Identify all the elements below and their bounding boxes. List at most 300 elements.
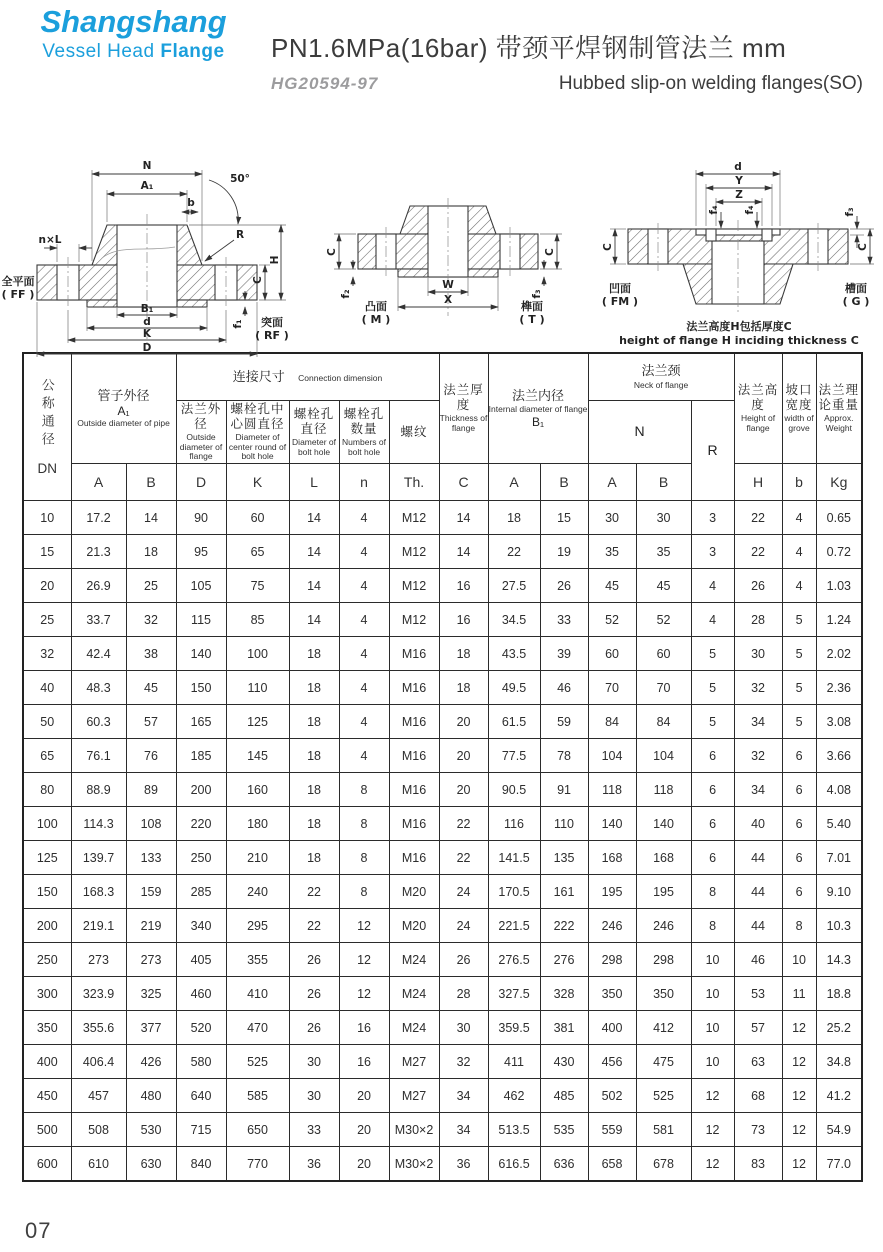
table-cell: 5 [691, 637, 734, 671]
dim-label-Z: Z [735, 189, 743, 201]
flange-spec-table [22, 352, 863, 1182]
title-block [241, 6, 863, 95]
table-cell: 5.40 [816, 807, 862, 841]
table-cell: 77.0 [816, 1147, 862, 1182]
table-cell: 475 [636, 1045, 691, 1079]
table-cell: 45 [588, 569, 636, 603]
table-cell: 14 [289, 603, 339, 637]
table-cell: 9.10 [816, 875, 862, 909]
table-cell: 91 [540, 773, 588, 807]
table-cell: 221.5 [488, 909, 540, 943]
table-row [23, 637, 862, 671]
table-cell: 32 [734, 671, 782, 705]
table-cell: 53 [734, 977, 782, 1011]
table-cell: 33.7 [71, 603, 126, 637]
table-cell: 20 [439, 739, 488, 773]
spec-table-body [23, 501, 862, 1182]
table-cell: 658 [588, 1147, 636, 1182]
table-cell: 34.5 [488, 603, 540, 637]
table-cell: 400 [23, 1045, 71, 1079]
table-cell: 32 [23, 637, 71, 671]
table-cell: 59 [540, 705, 588, 739]
table-cell: 18 [289, 773, 339, 807]
table-cell: 450 [23, 1079, 71, 1113]
table-cell: M27 [389, 1045, 439, 1079]
table-cell: 40 [734, 807, 782, 841]
table-cell: 456 [588, 1045, 636, 1079]
table-cell: 17.2 [71, 501, 126, 535]
table-cell: 22 [488, 535, 540, 569]
table-cell: 12 [339, 977, 389, 1011]
dim-label-f3: f₃ [531, 289, 543, 299]
table-cell: 559 [588, 1113, 636, 1147]
table-cell: 61.5 [488, 705, 540, 739]
table-cell: 12 [691, 1147, 734, 1182]
table-cell: 30 [289, 1079, 339, 1113]
face-label-rf-cn: 突面 [261, 316, 283, 329]
dim-label-f1: f₁ [232, 319, 244, 329]
table-cell: 250 [176, 841, 226, 875]
sym-header-C: C [439, 464, 488, 501]
table-cell: 8 [691, 909, 734, 943]
table-cell: 770 [226, 1147, 289, 1182]
table-cell: 10 [691, 943, 734, 977]
table-cell: 135 [540, 841, 588, 875]
table-cell: 20 [23, 569, 71, 603]
sym-header-Kg: Kg [816, 464, 862, 501]
table-cell: M20 [389, 875, 439, 909]
face-label-g-cn: 槽面 [845, 282, 867, 295]
table-row [23, 671, 862, 705]
table-cell: 84 [636, 705, 691, 739]
dim-label-X: X [443, 294, 453, 306]
table-cell: 77.5 [488, 739, 540, 773]
table-cell: 110 [226, 671, 289, 705]
table-cell: 323.9 [71, 977, 126, 1011]
table-cell: 200 [176, 773, 226, 807]
table-cell: 22 [289, 875, 339, 909]
table-cell: 12 [339, 943, 389, 977]
subtitle-en: Hubbed slip-on welding flanges(SO) [558, 73, 863, 94]
col-header-bolt-dia: 螺栓孔直径 Diameter of bolt hole [289, 401, 339, 464]
table-row [23, 569, 862, 603]
table-cell: 110 [540, 807, 588, 841]
group-header-pipe-od: 管子外径 A₁ Outside diameter of pipe [71, 353, 176, 464]
table-cell: 34.8 [816, 1045, 862, 1079]
spec-table-wrap [0, 342, 883, 1182]
table-cell: 581 [636, 1113, 691, 1147]
table-cell: 30 [734, 637, 782, 671]
table-cell: M30×2 [389, 1147, 439, 1182]
sym-header-A: A [71, 464, 126, 501]
table-cell: 26 [540, 569, 588, 603]
table-cell: 4 [339, 637, 389, 671]
table-cell: 57 [734, 1011, 782, 1045]
table-cell: 840 [176, 1147, 226, 1182]
table-cell: 410 [226, 977, 289, 1011]
table-cell: 246 [636, 909, 691, 943]
dim-label-f4a: f₄ [708, 205, 720, 215]
table-cell: 104 [636, 739, 691, 773]
table-cell: 28 [439, 977, 488, 1011]
table-cell: 640 [176, 1079, 226, 1113]
table-cell: 26.9 [71, 569, 126, 603]
flange-drawing-m-t [298, 174, 598, 344]
table-cell: 15 [540, 501, 588, 535]
table-cell: 22 [439, 807, 488, 841]
table-cell: 34 [734, 773, 782, 807]
table-cell: 406.4 [71, 1045, 126, 1079]
table-cell: 6 [782, 841, 816, 875]
table-cell: 48.3 [71, 671, 126, 705]
table-cell: 240 [226, 875, 289, 909]
dim-label-C-right: C [544, 248, 556, 256]
table-cell: 45 [126, 671, 176, 705]
table-cell: 26 [439, 943, 488, 977]
table-cell: 60 [636, 637, 691, 671]
table-cell: 636 [540, 1147, 588, 1182]
table-cell: 210 [226, 841, 289, 875]
table-row [23, 875, 862, 909]
table-cell: 4 [782, 535, 816, 569]
table-cell: 5 [782, 671, 816, 705]
table-cell: 60 [588, 637, 636, 671]
table-cell: 220 [176, 807, 226, 841]
table-cell: 34 [439, 1079, 488, 1113]
table-cell: 219 [126, 909, 176, 943]
table-cell: 14 [289, 535, 339, 569]
table-cell: 35 [588, 535, 636, 569]
table-cell: 426 [126, 1045, 176, 1079]
table-cell: 65 [23, 739, 71, 773]
table-row [23, 1079, 862, 1113]
table-cell: 355.6 [71, 1011, 126, 1045]
table-cell: 46 [734, 943, 782, 977]
table-cell: 411 [488, 1045, 540, 1079]
face-label-t-cn: 榫面 [521, 300, 543, 313]
table-cell: 1.24 [816, 603, 862, 637]
table-cell: 12 [782, 1113, 816, 1147]
table-cell: 32 [126, 603, 176, 637]
dim-label-A1: A₁ [140, 180, 154, 192]
sym-header-Th: Th. [389, 464, 439, 501]
table-cell: 715 [176, 1113, 226, 1147]
table-cell: 4 [691, 569, 734, 603]
brand-tagline [26, 41, 241, 63]
flange-drawing-ff-rf [2, 140, 298, 362]
table-cell: 54.9 [816, 1113, 862, 1147]
table-cell: 630 [126, 1147, 176, 1182]
table-cell: 4 [339, 739, 389, 773]
table-cell: 2.02 [816, 637, 862, 671]
table-cell: 525 [226, 1045, 289, 1079]
table-cell: 502 [588, 1079, 636, 1113]
table-cell: 273 [126, 943, 176, 977]
face-label-fm-cn: 凹面 [609, 282, 631, 295]
table-cell: 20 [439, 773, 488, 807]
sym-header-bore-A: A [488, 464, 540, 501]
table-cell: 75 [226, 569, 289, 603]
table-row [23, 705, 862, 739]
table-cell: 150 [23, 875, 71, 909]
sym-header-B: B [126, 464, 176, 501]
table-cell: M24 [389, 1011, 439, 1045]
sym-header-H: H [734, 464, 782, 501]
table-cell: 18 [289, 841, 339, 875]
table-cell: 4 [339, 603, 389, 637]
col-header-flange-od: 法兰外径 Outside diameter of flange [176, 401, 226, 464]
group-header-neck: 法兰颈 Neck of flange [588, 353, 734, 401]
table-cell: 350 [636, 977, 691, 1011]
table-cell: 168 [588, 841, 636, 875]
table-cell: 5 [782, 637, 816, 671]
dim-label-f2: f₂ [340, 289, 352, 299]
table-cell: 12 [339, 909, 389, 943]
dim-label-d: d [143, 316, 151, 328]
col-header-dn-cn: 公称通径 [39, 378, 55, 450]
table-cell: 678 [636, 1147, 691, 1182]
table-cell: 460 [176, 977, 226, 1011]
table-cell: 508 [71, 1113, 126, 1147]
table-cell: 170.5 [488, 875, 540, 909]
table-row [23, 943, 862, 977]
table-cell: 46 [540, 671, 588, 705]
table-cell: 159 [126, 875, 176, 909]
table-cell: 412 [636, 1011, 691, 1045]
table-cell: 35 [636, 535, 691, 569]
table-cell: 22 [439, 841, 488, 875]
page-header [0, 0, 883, 112]
table-cell: 520 [176, 1011, 226, 1045]
technical-drawings [0, 112, 883, 354]
table-cell: 3 [691, 501, 734, 535]
table-cell: 40 [23, 671, 71, 705]
col-header-bolt-circle: 螺栓孔中心圆直径 Diameter of center round of bolt hole [226, 401, 289, 464]
table-cell: 273 [71, 943, 126, 977]
table-cell: M12 [389, 501, 439, 535]
table-cell: 52 [588, 603, 636, 637]
table-row [23, 739, 862, 773]
table-cell: 18 [289, 705, 339, 739]
dim-label-R: R [235, 229, 245, 241]
table-cell: 485 [540, 1079, 588, 1113]
table-cell: 650 [226, 1113, 289, 1147]
table-cell: 610 [71, 1147, 126, 1182]
dim-label-C-fm: C [602, 243, 614, 251]
table-cell: 300 [23, 977, 71, 1011]
sym-header-n: n [339, 464, 389, 501]
table-cell: 5 [691, 705, 734, 739]
table-cell: 15 [23, 535, 71, 569]
col-header-groove: 坡口宽度 width of grove [782, 353, 816, 464]
table-cell: 430 [540, 1045, 588, 1079]
table-cell: M16 [389, 705, 439, 739]
table-cell: 20 [339, 1147, 389, 1182]
table-cell: 4 [691, 603, 734, 637]
table-cell: 145 [226, 739, 289, 773]
table-cell: 250 [23, 943, 71, 977]
table-cell: 25.2 [816, 1011, 862, 1045]
table-cell: 36 [439, 1147, 488, 1182]
table-row [23, 1011, 862, 1045]
table-cell: 10 [691, 1011, 734, 1045]
table-cell: 359.5 [488, 1011, 540, 1045]
table-cell: 65 [226, 535, 289, 569]
table-cell: 44 [734, 875, 782, 909]
table-cell: 400 [588, 1011, 636, 1045]
table-cell: 11 [782, 977, 816, 1011]
table-cell: 139.7 [71, 841, 126, 875]
table-cell: 20 [339, 1113, 389, 1147]
dim-label-Y: Y [735, 175, 743, 187]
table-cell: 18 [289, 739, 339, 773]
table-cell: 222 [540, 909, 588, 943]
table-cell: 0.72 [816, 535, 862, 569]
col-header-thread: 螺纹 [389, 401, 439, 464]
table-cell: 27.5 [488, 569, 540, 603]
table-cell: 6 [691, 773, 734, 807]
table-cell: M12 [389, 603, 439, 637]
table-cell: 4 [782, 501, 816, 535]
table-cell: 41.2 [816, 1079, 862, 1113]
table-cell: 32 [439, 1045, 488, 1079]
table-cell: 45 [636, 569, 691, 603]
table-cell: 6 [691, 841, 734, 875]
face-label-g-en: ( G ) [842, 295, 870, 308]
table-cell: 276 [540, 943, 588, 977]
table-cell: 14 [289, 569, 339, 603]
col-header-neck-r: R [691, 401, 734, 501]
table-cell: 8 [339, 807, 389, 841]
drawing-caption-en: height of flange H inciding thickness C [619, 334, 859, 347]
table-cell: 70 [636, 671, 691, 705]
table-cell: 115 [176, 603, 226, 637]
face-label-m-cn: 凸面 [365, 300, 387, 313]
table-cell: 340 [176, 909, 226, 943]
table-cell: 7.01 [816, 841, 862, 875]
table-cell: 30 [289, 1045, 339, 1079]
table-cell: 10 [23, 501, 71, 535]
table-cell: 100 [23, 807, 71, 841]
table-row [23, 535, 862, 569]
table-cell: 18 [126, 535, 176, 569]
col-header-dn-en: DN [37, 461, 57, 476]
table-cell: 20 [439, 705, 488, 739]
table-cell: 457 [71, 1079, 126, 1113]
table-cell: 530 [126, 1113, 176, 1147]
table-cell: M20 [389, 909, 439, 943]
title-subrow [271, 73, 863, 95]
table-cell: 140 [176, 637, 226, 671]
face-label-rf-en: ( RF ) [255, 329, 289, 342]
dim-label-C-g: C [857, 243, 869, 251]
table-cell: 500 [23, 1113, 71, 1147]
dim-label-H: H [269, 255, 281, 265]
face-label-ff-cn: 全平面 [2, 275, 35, 288]
dim-label-angle: 50° [230, 173, 250, 185]
table-cell: 160 [226, 773, 289, 807]
face-label-m-en: ( M ) [361, 313, 391, 326]
table-cell: 16 [339, 1011, 389, 1045]
table-cell: 44 [734, 909, 782, 943]
table-cell: 276.5 [488, 943, 540, 977]
table-cell: 85 [226, 603, 289, 637]
col-header-thickness: 法兰厚度 Thickness of flange [439, 353, 488, 464]
table-cell: 0.65 [816, 501, 862, 535]
table-cell: 3.08 [816, 705, 862, 739]
table-cell: 21.3 [71, 535, 126, 569]
table-cell: 44 [734, 841, 782, 875]
sym-header-bore-B: B [540, 464, 588, 501]
table-cell: 525 [636, 1079, 691, 1113]
dim-label-B1: B₁ [140, 303, 154, 315]
table-cell: 14 [126, 501, 176, 535]
table-row [23, 977, 862, 1011]
table-cell: 22 [734, 535, 782, 569]
table-cell: 10.3 [816, 909, 862, 943]
table-cell: 50 [23, 705, 71, 739]
table-cell: 73 [734, 1113, 782, 1147]
face-label-ff-en: ( FF ) [2, 288, 35, 301]
table-row [23, 501, 862, 535]
table-row [23, 841, 862, 875]
table-cell: M27 [389, 1079, 439, 1113]
table-cell: 33 [289, 1113, 339, 1147]
brand-tagline-bold: Flange [160, 40, 225, 62]
table-cell: 30 [588, 501, 636, 535]
table-cell: 141.5 [488, 841, 540, 875]
table-cell: M16 [389, 807, 439, 841]
table-cell: 49.5 [488, 671, 540, 705]
table-cell: 118 [636, 773, 691, 807]
table-cell: 355 [226, 943, 289, 977]
table-cell: 76.1 [71, 739, 126, 773]
table-cell: 580 [176, 1045, 226, 1079]
table-cell: 95 [176, 535, 226, 569]
table-cell: 5 [782, 603, 816, 637]
table-cell: 18 [289, 637, 339, 671]
dim-label-C-left: C [326, 248, 338, 256]
table-cell: 108 [126, 807, 176, 841]
table-row [23, 1113, 862, 1147]
table-cell: 3 [691, 535, 734, 569]
table-cell: 14 [439, 501, 488, 535]
table-row [23, 773, 862, 807]
table-cell: 6 [782, 739, 816, 773]
sym-header-b: b [782, 464, 816, 501]
table-cell: 4.08 [816, 773, 862, 807]
table-cell: 16 [339, 1045, 389, 1079]
table-cell: 78 [540, 739, 588, 773]
page-number: 07 [25, 1218, 52, 1243]
table-cell: 22 [289, 909, 339, 943]
table-cell: 18 [289, 671, 339, 705]
col-header-neck-n: N [588, 401, 691, 464]
page-title: PN1.6MPa(16bar) 带颈平焊钢制管法兰 mm [271, 33, 787, 63]
table-cell: 18 [289, 807, 339, 841]
table-cell: 38 [126, 637, 176, 671]
table-cell: 28 [734, 603, 782, 637]
table-cell: 350 [588, 977, 636, 1011]
table-cell: 4 [339, 705, 389, 739]
table-cell: M12 [389, 569, 439, 603]
table-cell: M16 [389, 637, 439, 671]
sym-header-K: K [226, 464, 289, 501]
table-cell: 140 [636, 807, 691, 841]
table-cell: 150 [176, 671, 226, 705]
col-header-height: 法兰高度 Height of flange [734, 353, 782, 464]
table-cell: 133 [126, 841, 176, 875]
